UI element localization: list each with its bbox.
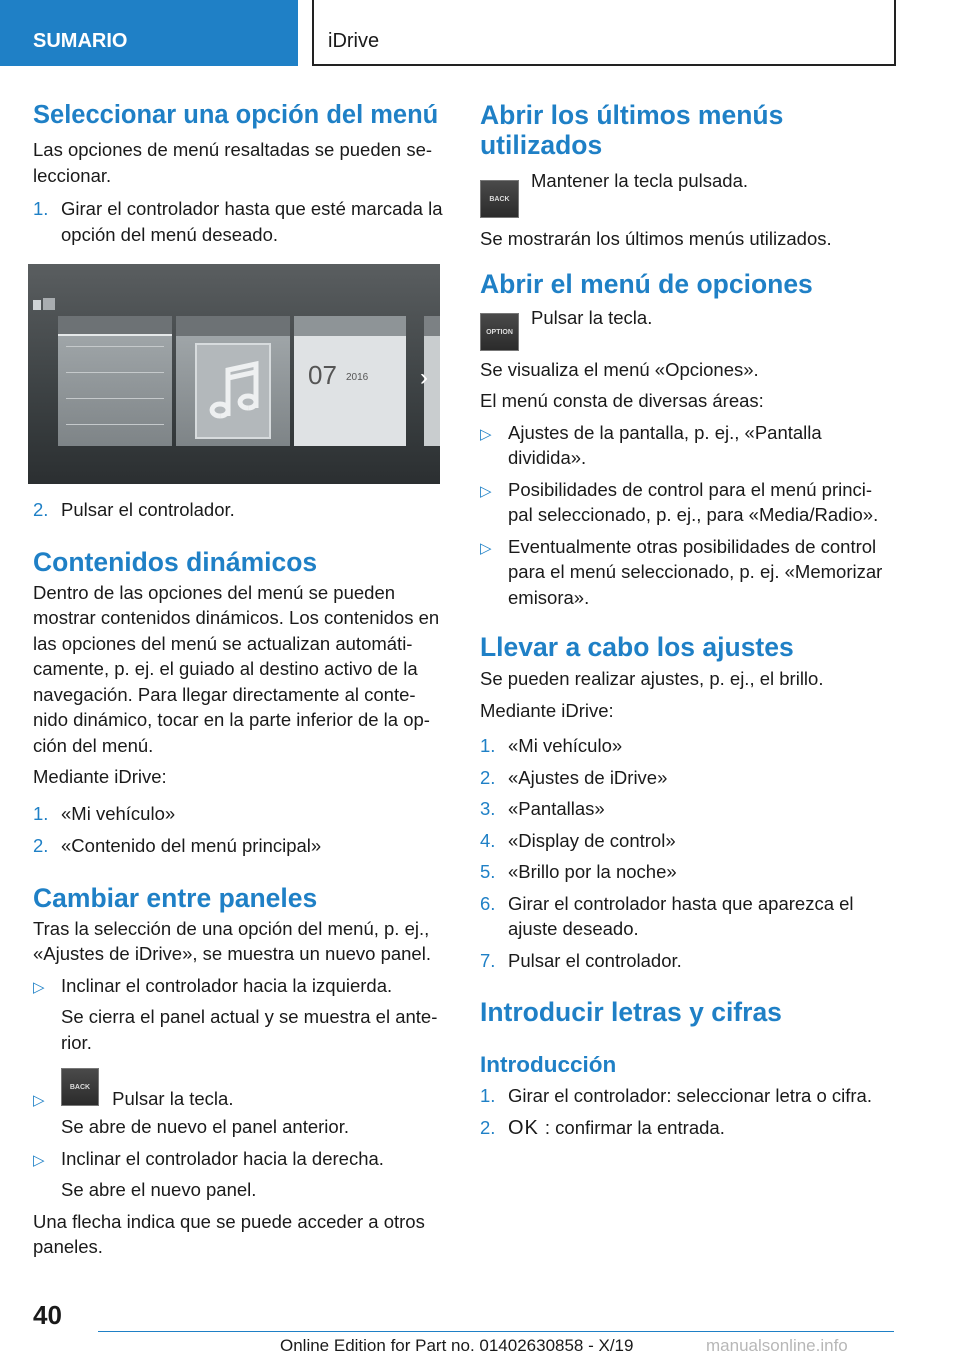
key-instruction-text: Pulsar la tecla.	[531, 306, 653, 328]
bullet-subtext: Se cierra el panel actual y se muestra el ante- rior.	[61, 1006, 438, 1053]
left-column	[33, 100, 445, 1260]
section-title-options-menu: Abrir el menú de opciones	[480, 268, 813, 299]
subsection-title-introduction: Introducción	[480, 1052, 617, 1077]
paragraph: Mediante iDrive:	[480, 699, 614, 721]
paragraph: Mediante iDrive:	[33, 766, 167, 787]
key-instruction	[480, 305, 892, 351]
bullet-subtext: Se abre el nuevo panel.	[61, 1179, 257, 1200]
footer-divider	[98, 1331, 894, 1332]
bullet-item	[33, 973, 445, 999]
numbered-step	[480, 733, 892, 759]
step-text: «Pantallas»	[508, 798, 605, 819]
bullet-item	[33, 1146, 445, 1172]
step-number: 2.	[33, 499, 49, 520]
bullet-text: Pulsar la tecla.	[112, 1088, 234, 1109]
step-text: «Display de control»	[508, 829, 676, 851]
step-number: 2.	[480, 766, 496, 788]
step-number: 1.	[33, 802, 49, 824]
numbered-step	[33, 497, 445, 523]
paragraph: Se visualiza el menú «Opciones».	[480, 358, 759, 380]
numbered-step	[480, 1083, 892, 1109]
bullet-subtext: Se abre de nuevo el panel anterior.	[61, 1116, 349, 1137]
step-number: 2.	[480, 1116, 496, 1138]
sumario-tab[interactable]: SUMARIO	[0, 0, 298, 66]
menu-panel-vehicle	[58, 316, 172, 446]
step-number: 5.	[480, 861, 496, 882]
top-bar	[0, 0, 960, 66]
paragraph: Dentro de las opciones del menú se pueden mostrar contenidos dinámicos. Los contenidos en las opciones del menú se actualizan automáti- camente, p. ej. el guiado al destino activo de la navegación. Para llegar directamente al conte- nido dinámico, tocar en la parte inferior de la op- ción del menú.	[33, 581, 440, 756]
section-title-switch-panels: Cambiar entre paneles	[33, 882, 318, 913]
back-key-icon: BACK	[480, 180, 519, 218]
paragraph: Se pueden realizar ajustes, p. ej., el brillo.	[480, 668, 824, 689]
back-key-icon: BACK	[61, 1068, 99, 1106]
section-title-letters-numbers: Introducir letras y cifras	[480, 997, 782, 1027]
numbered-step	[33, 196, 445, 247]
ok-symbol-icon: OK	[508, 1116, 539, 1139]
key-instruction-text: Mantener la tecla pulsada.	[531, 170, 748, 191]
step-text: Pulsar el controlador.	[61, 499, 235, 520]
bullet-triangle-icon: ▷	[33, 978, 45, 996]
option-key-icon: OPTION	[480, 313, 519, 351]
menu-panel-communication	[294, 316, 406, 446]
bullet-text: Posibilidades de control para el menú princi- pal seleccionado, p. ej., para «Media/Radio».	[508, 478, 879, 525]
bullet-triangle-icon: ▷	[480, 425, 492, 443]
step-number: 4.	[480, 829, 496, 851]
step-number: 3.	[480, 798, 496, 819]
watermark: manualsonline.info	[706, 1336, 848, 1355]
step-number: 1.	[33, 198, 49, 219]
date-day: 07	[308, 360, 337, 390]
numbered-step	[480, 948, 892, 974]
numbered-step	[480, 765, 892, 791]
section-title-last-menus: Abrir los últimos menús utilizados	[480, 100, 784, 160]
step-text: : confirmar la entrada.	[544, 1116, 725, 1138]
paragraph: Las opciones de menú resaltadas se pueden se- leccionar.	[33, 139, 433, 186]
chevron-right-icon: ›	[420, 364, 428, 391]
paragraph: Se mostrarán los últimos menús utilizados.	[480, 228, 832, 249]
step-text: «Ajustes de iDrive»	[508, 766, 668, 788]
panels-icon	[33, 298, 55, 312]
bullet-triangle-icon: ▷	[33, 1151, 45, 1169]
bullet-item	[480, 534, 892, 611]
step-number: 1.	[480, 1085, 496, 1106]
step-text: «Brillo por la noche»	[508, 861, 677, 882]
step-text: Girar el controlador hasta que aparezca el ajuste deseado.	[508, 892, 854, 939]
numbered-step	[33, 833, 445, 859]
numbered-step	[33, 801, 445, 827]
step-text: Girar el controlador: seleccionar letra o cifra.	[508, 1085, 872, 1106]
step-text: Girar el controlador hasta que esté marcada la opción del menú deseado.	[61, 198, 443, 245]
bullet-text: Ajustes de la pantalla, p. ej., «Pantalla dividida».	[508, 421, 822, 468]
key-instruction	[480, 168, 892, 214]
step-text: «Mi vehículo»	[508, 735, 623, 756]
bullet-triangle-icon: ▷	[480, 482, 492, 500]
paragraph: El menú consta de diversas áreas:	[480, 390, 764, 411]
bullet-triangle-icon: ▷	[480, 539, 492, 557]
numbered-step	[480, 796, 892, 822]
step-text: «Mi vehículo»	[61, 802, 176, 824]
footer-edition: Online Edition for Part no. 01402630858 - X/19	[280, 1336, 634, 1355]
step-text: Pulsar el controlador.	[508, 949, 682, 971]
section-title-dynamic-content: Contenidos dinámicos	[33, 546, 318, 577]
step-number: 2.	[33, 835, 49, 856]
menu-panel-next	[420, 316, 440, 446]
right-column	[480, 100, 892, 1141]
step-number: 1.	[480, 735, 496, 756]
breadcrumb: iDrive	[312, 0, 896, 66]
numbered-step	[480, 828, 892, 854]
idrive-screen-image	[28, 264, 440, 484]
section-title-select-option: Seleccionar una opción del menú	[33, 101, 439, 129]
section-title-settings: Llevar a cabo los ajustes	[480, 632, 794, 662]
settings-steps	[480, 733, 892, 973]
numbered-step	[480, 1115, 892, 1142]
bullet-item	[33, 1068, 445, 1108]
menu-panel-media	[176, 316, 290, 446]
step-text: «Contenido del menú principal»	[61, 835, 322, 856]
page-number: 40	[33, 1300, 62, 1330]
paragraph: Tras la selección de una opción del menú, p. ej., «Ajustes de iDrive», se muestra un nuevo panel.	[33, 917, 431, 964]
step-number: 6.	[480, 892, 496, 914]
bullet-text: Eventualmente otras posibilidades de control para el menú seleccionado, p. ej. «Memorizar emisora».	[508, 535, 883, 608]
music-note-icon	[176, 336, 290, 446]
bullet-text: Inclinar el controlador hacia la izquierda.	[61, 974, 393, 996]
bullet-item	[480, 420, 892, 471]
date-year: 2016	[346, 372, 369, 383]
bullet-item	[480, 477, 892, 528]
numbered-step	[480, 859, 892, 885]
bullet-triangle-icon: ▷	[33, 1092, 45, 1109]
numbered-step	[480, 891, 892, 942]
paragraph: Una flecha indica que se puede acceder a otros paneles.	[33, 1210, 425, 1257]
step-number: 7.	[480, 949, 496, 971]
bullet-text: Inclinar el controlador hacia la derecha.	[61, 1147, 384, 1169]
